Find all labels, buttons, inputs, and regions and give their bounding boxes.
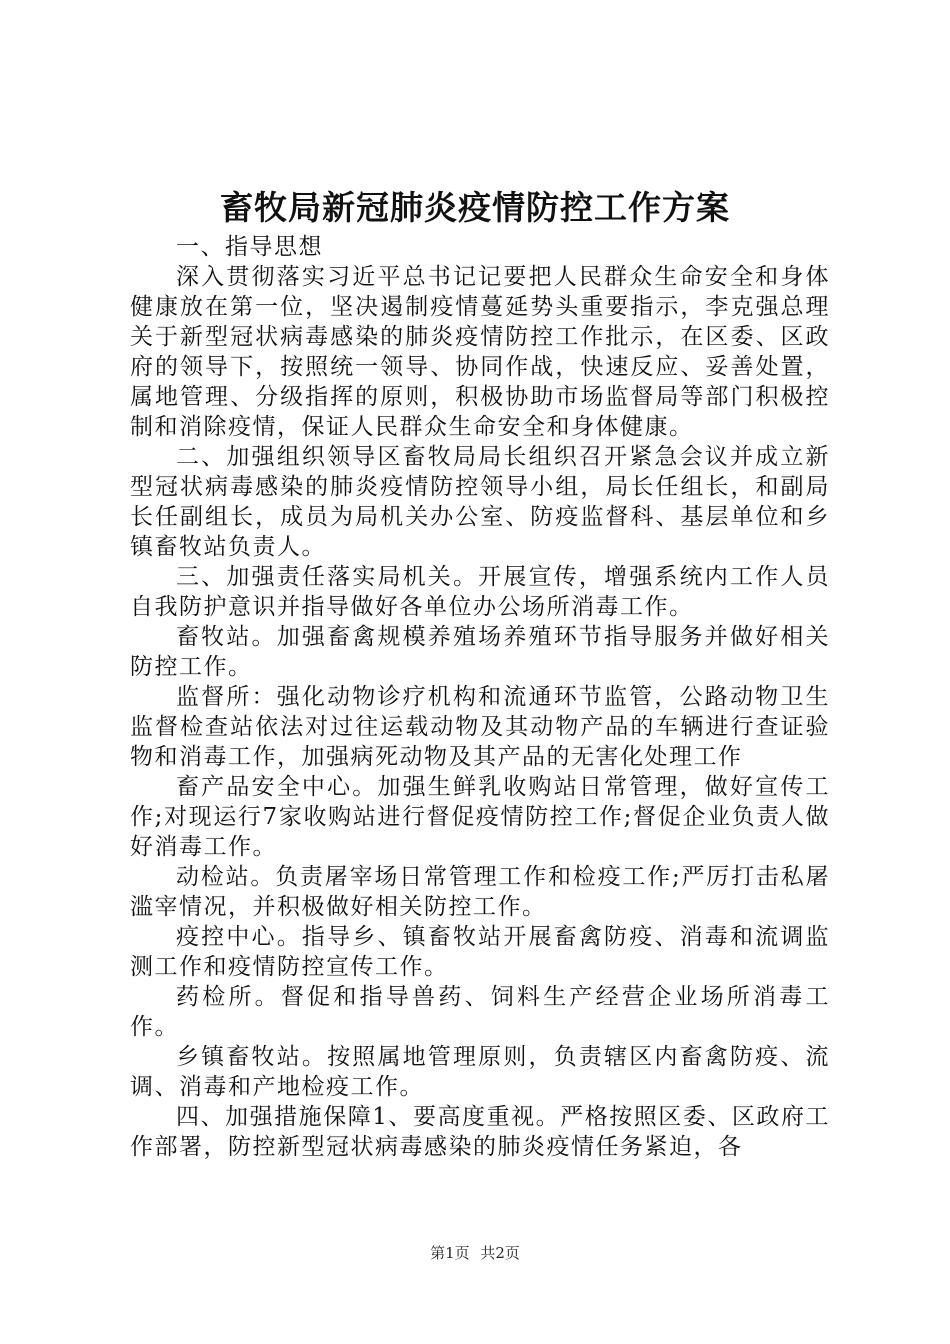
- paragraph: 疫控中心。指导乡、镇畜牧站开展畜禽防疫、消毒和流调监测工作和疫情防控宣传工作。: [130, 924, 830, 980]
- paragraph: 动检站。负责屠宰场日常管理工作和检疫工作;严厉打击私屠滥宰情况，并积极做好相关防控工作。: [130, 864, 830, 920]
- paragraph: 三、加强责任落实局机关。开展宣传，增强系统内工作人员自我防护意识并指导做好各单位办公场所消毒工作。: [130, 564, 830, 620]
- page-footer: [0, 1242, 950, 1263]
- page-number: 第1页: [430, 1244, 470, 1262]
- paragraph: 药检所。督促和指导兽药、饲料生产经营企业场所消毒工作。: [130, 984, 830, 1040]
- paragraph: 二、加强组织领导区畜牧局局长组织召开紧急会议并成立新型冠状病毒感染的肺炎疫情防控领导小组，局长任组长，和副局长任副组长，成员为局机关办公室、防疫监督科、基层单位和乡镇畜牧站负责人。: [130, 444, 830, 560]
- paragraph: 畜产品安全中心。加强生鲜乳收购站日常管理，做好宣传工作;对现运行7家收购站进行督促疫情防控工作;督促企业负责人做好消毒工作。: [130, 774, 830, 860]
- paragraph: 深入贯彻落实习近平总书记记要把人民群众生命安全和身体健康放在第一位，坚决遏制疫情蔓延势头重要指示，李克强总理关于新型冠状病毒感染的肺炎疫情防控工作批示，在区委、区政府的领导下，按照统一领导、协同作战，快速反应、妥善处置，属地管理、分级指挥的原则，积极协助市场监督局等部门积极控制和消除疫情，保证人民群众生命安全和身体健康。: [130, 264, 830, 440]
- paragraph: 畜牧站。加强畜禽规模养殖场养殖环节指导服务并做好相关防控工作。: [130, 624, 830, 680]
- document-title: 畜牧局新冠肺炎疫情防控工作方案: [220, 188, 730, 227]
- paragraph: 乡镇畜牧站。按照属地管理原则，负责辖区内畜禽防疫、流调、消毒和产地检疫工作。: [130, 1044, 830, 1100]
- paragraph: 四、加强措施保障1、要高度重视。严格按照区委、区政府工作部署，防控新型冠状病毒感染的肺炎疫情任务紧迫，各: [130, 1104, 830, 1160]
- document-body: [130, 232, 830, 1162]
- paragraph-heading-1: 一、指导思想: [176, 234, 323, 260]
- page-total: 共2页: [480, 1244, 520, 1262]
- paragraph: 监督所：强化动物诊疗机构和流通环节监管，公路动物卫生监督检查站依法对过往运载动物及其动物产品的车辆进行查证验物和消毒工作，加强病死动物及其产品的无害化处理工作: [130, 684, 830, 770]
